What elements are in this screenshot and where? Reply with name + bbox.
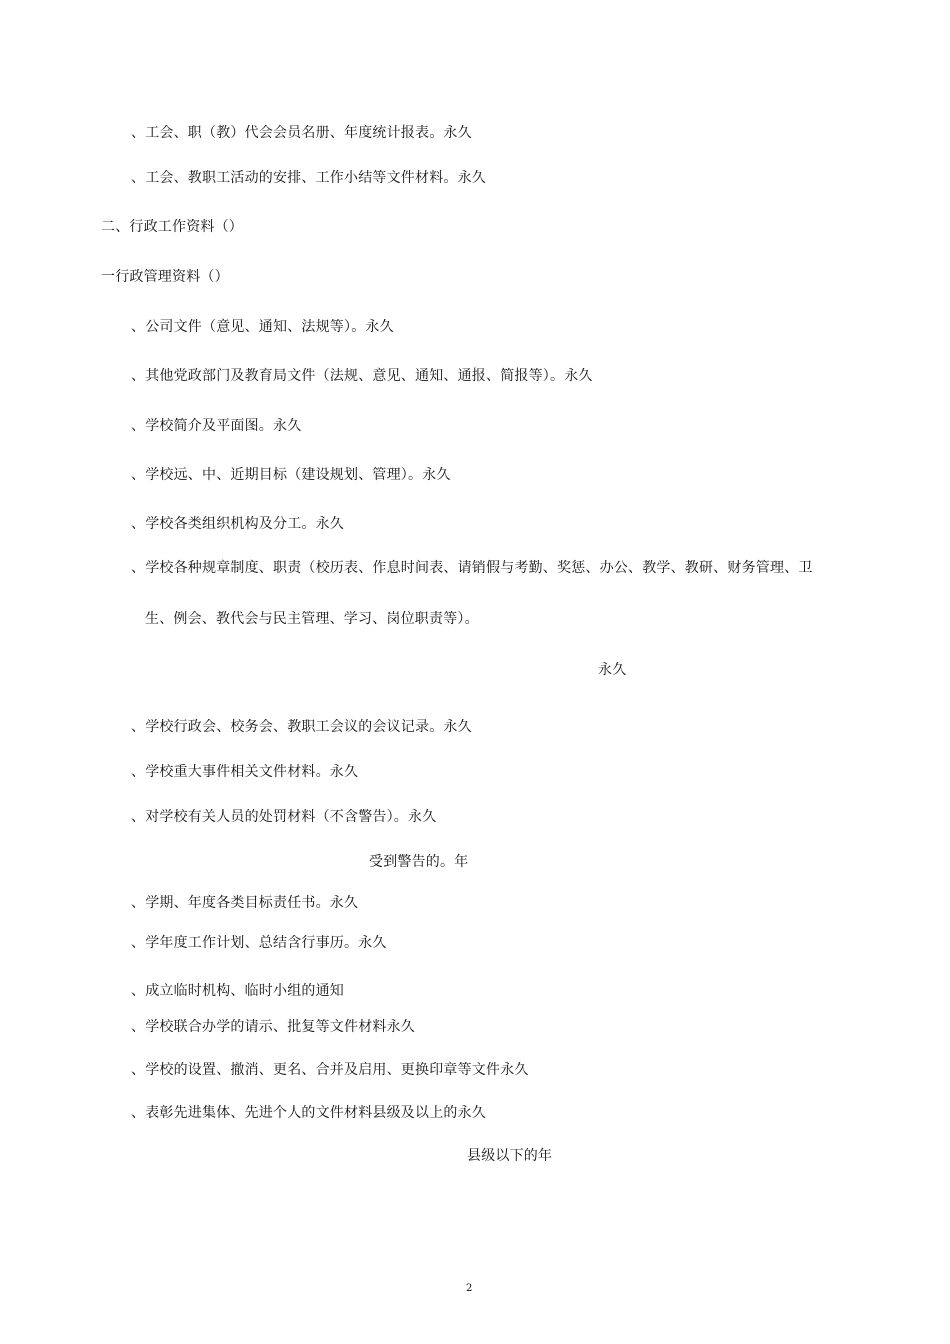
section-heading-admin-materials: 二、行政工作资料（） [101,219,243,235]
item-work-plans: 、学年度工作计划、总结含行事历。永久 [131,935,387,951]
item-school-organization: 、学校各类组织机构及分工。永久 [131,516,344,532]
item-union-activities: 、工会、教职工活动的安排、工作小结等文件材料。永久 [131,170,486,186]
item-school-regulations: 、学校各种规章制度、职责（校历表、作息时间表、请销假与考勤、奖惩、办公、教学、教研、财务管理、卫 [131,560,813,576]
item-union-roster: 、工会、职（教）代会会员名册、年度统计报表。永久 [131,125,472,141]
item-school-establishment: 、学校的设置、撤消、更名、合并及启用、更换印章等文件永久 [131,1062,529,1078]
item-meeting-records: 、学校行政会、校务会、教职工会议的会议记录。永久 [131,719,472,735]
item-penalty-materials: 、对学校有关人员的处罚材料（不含警告）。永久 [131,809,437,825]
item-temporary-bodies: 、成立临时机构、临时小组的通知 [131,983,344,999]
item-school-intro: 、学校简介及平面图。永久 [131,418,302,434]
retention-warning-note: 受到警告的。年 [369,854,469,870]
item-joint-schooling: 、学校联合办学的请示、批复等文件材料永久 [131,1019,415,1035]
item-responsibility-letters: 、学期、年度各类目标责任书。永久 [131,895,359,911]
item-company-documents: 、公司文件（意见、通知、法规等）。永久 [131,319,394,335]
retention-county-below-note: 县级以下的年 [467,1148,553,1164]
retention-permanent: 永久 [598,662,627,678]
item-other-department-documents: 、其他党政部门及教育局文件（法规、意见、通知、通报、简报等）。永久 [131,368,593,384]
item-school-goals: 、学校远、中、近期目标（建设规划、管理）。永久 [131,467,451,483]
item-major-events: 、学校重大事件相关文件材料。永久 [131,764,359,780]
item-commendations: 、表彰先进集体、先进个人的文件材料县级及以上的永久 [131,1105,486,1121]
item-school-regulations-continued: 生、例会、教代会与民主管理、学习、岗位职责等）。 [145,611,479,627]
page-number: 2 [466,1283,473,1294]
subsection-heading-admin-management: 一行政管理资料（） [101,269,229,285]
